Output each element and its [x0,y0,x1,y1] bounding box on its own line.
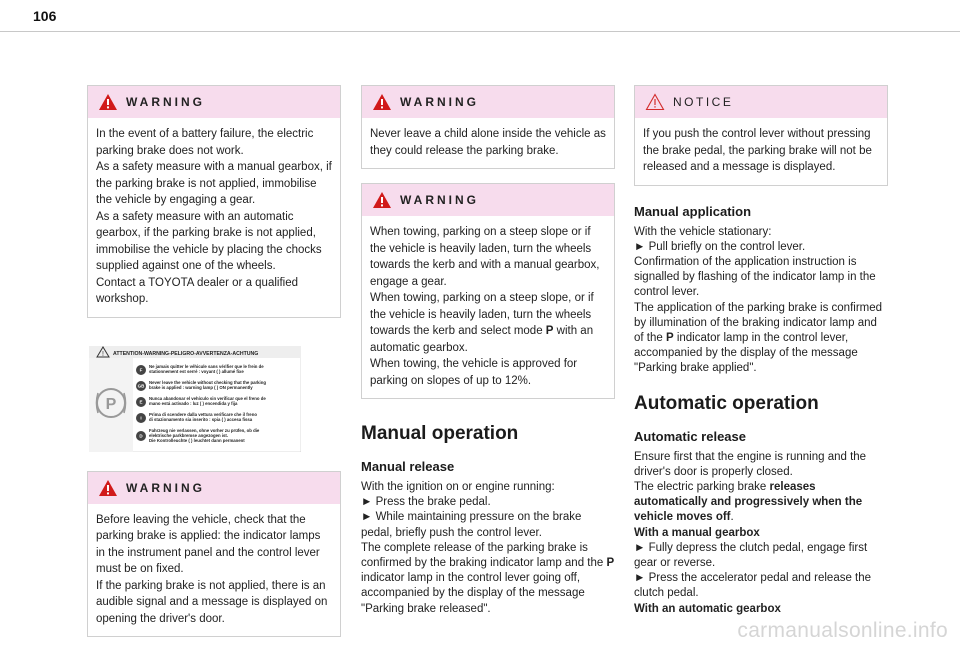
warning-body [362,216,614,398]
warning-title: WARNING [400,193,479,207]
parking-brake-warning-label-image [89,346,301,452]
warning-text: Contact a TOYOTA dealer or a qualified workshop. [96,276,299,305]
svg-text:di stazionamento sia inserito: di stazionamento sia inserito : spia ( ) accesa fissa [149,416,253,422]
svg-text:!: ! [102,350,104,358]
warning-triangle-icon [372,93,392,111]
warning-box-towing [361,183,615,399]
notice-text: If you push the control lever without pressing the brake pedal, the parking brake will not be released and a message is displayed. [643,128,872,173]
subheading-automatic-release: Automatic release [634,428,746,444]
warning-text: In the event of a battery failure, the electric parking brake does not work. [96,128,314,157]
notice-header [635,86,887,118]
warning-text: As a safety measure with an automatic gearbox, if the parking brake is not applied, immobilise the vehicle by placing the chocks supplied against one of the wheels. [96,210,322,272]
warning-box-battery [87,85,341,318]
svg-text:brake is applied : warning lam: brake is applied : warning lamp ( ) ON permanently [149,384,253,390]
notice-triangle-icon [645,93,665,111]
svg-text:F: F [139,367,143,373]
warning-body [88,118,340,317]
watermark-text: carmanualsonline.info [737,619,948,642]
warning-triangle-icon [372,191,392,209]
warning-header [88,86,340,118]
svg-text:Fahrzeug nie verlassen, ohne v: Fahrzeug nie verlassen, ohne vorher zu prüfen, ob die [149,427,260,433]
warning-text: If the parking brake is not applied, there is an audible signal and a message is displayed on opening the driver's door. [96,579,328,625]
top-divider [0,31,960,32]
warning-header [88,472,340,504]
svg-text:elektrische parkbremse angezog: elektrische parkbremse angezogen ist. [149,432,229,438]
warning-text: When towing, parking on a steep slope, or if the vehicle is heavily laden, turn the wheels towards the kerb and select mode P with an automatic gearbox. [370,292,594,354]
notice-box [634,85,888,186]
warning-text: Never leave a child alone inside the vehicle as they could release the parking brake. [370,128,606,157]
column-1 [87,85,341,651]
warning-header [362,86,614,118]
notice-title: NOTICE [673,95,734,109]
label-header-text: ATTENTION-WARNING-PELIGRO-AVVERTENZA-ACHTUNG [113,350,259,357]
svg-text:Ne jamais quitter le véhicule: Ne jamais quitter le véhicule sans vérifier que le frein de [149,363,264,369]
warning-body [88,504,340,637]
svg-text:P: P [105,395,117,413]
warning-box-leaving-vehicle [87,471,341,638]
svg-text:Never leave the vehicle withou: Never leave the vehicle without checking that the parking [149,379,267,385]
warning-body [362,118,614,168]
warning-text: As a safety measure with a manual gearbox, if the parking brake is not applied, immobilise the vehicle by engaging a gear. [96,161,332,206]
subheading-manual-application: Manual application [634,203,752,219]
column-2 [361,85,615,617]
section-heading-automatic-operation: Automatic operation [634,392,819,414]
warning-text: When towing, the vehicle is approved for parking on slopes of up to 12%. [370,358,578,387]
warning-title: WARNING [400,95,479,109]
manual-release-text: With the ignition on or engine running: ► Press the brake pedal. ► While maintaining pressure on the brake pedal, briefly push the control lever. The complete release of the parking brake is confirmed by the braking indicator lamp and the P indicator lamp in the control lever going off, accompanied by the display of the message "Parking brake released". [361,481,615,615]
page-number: 106 [33,8,57,24]
svg-text:Nunca abandonar el vehículo si: Nunca abandonar el vehículo sin verificar que el freno de [149,395,266,401]
notice-body [635,118,887,185]
automatic-release-text: Ensure first that the engine is running and the driver's door is properly closed. The electric parking brake releases automatically and progressively when the vehicle moves off. With a manual gearbox ► Fully depress the clutch pedal, engage first gear or reverse. ► Press the accelerator pedal and release the clutch pedal. With an automatic gearbox [634,450,872,615]
svg-text:I: I [140,415,142,421]
column-3 [634,85,888,617]
svg-text:Die Kontrolleuchte ( ) leuchte: Die Kontrolleuchte ( ) leuchtet dann permanent [149,437,245,443]
warning-title: WARNING [126,95,205,109]
warning-header [362,184,614,216]
subheading-manual-release: Manual release [361,459,455,474]
svg-text:D: D [139,433,143,439]
svg-text:GB: GB [137,383,145,389]
warning-triangle-icon [98,93,118,111]
svg-text:stationnement est serré : voya: stationnement est serré : voyant ( ) allumé fixe [149,368,244,374]
warning-text: When towing, parking on a steep slope or if the vehicle is heavily laden, turn the wheels towards the kerb and with a manual gearbox, engage a gear. [370,226,600,288]
warning-text: Before leaving the vehicle, check that the parking brake is applied: the indicator lamps in the instrument panel and the control lever must be on fixed. [96,513,321,575]
manual-application-text: With the vehicle stationary: ► Pull briefly on the control lever. Confirmation of the application instruction is signalled by flashing of the indicator lamp in the control lever. The application of the parking brake is confirmed by illumination of the braking indicator lamp and of the P indicator lamp in the control lever, accompanied by the display of the message "Parking brake applied". [634,225,883,375]
svg-text:mano está activado : luz ( ) e: mano está activado : luz ( ) encendida y fija [149,400,238,406]
svg-text:E: E [139,399,143,405]
warning-box-child [361,85,615,169]
warning-triangle-icon [98,479,118,497]
warning-title: WARNING [126,480,205,495]
svg-text:Prima di scendere dalla vettur: Prima di scendere dalla vettura verificare che il freno [149,411,257,417]
section-heading-manual-operation: Manual operation [361,423,519,444]
